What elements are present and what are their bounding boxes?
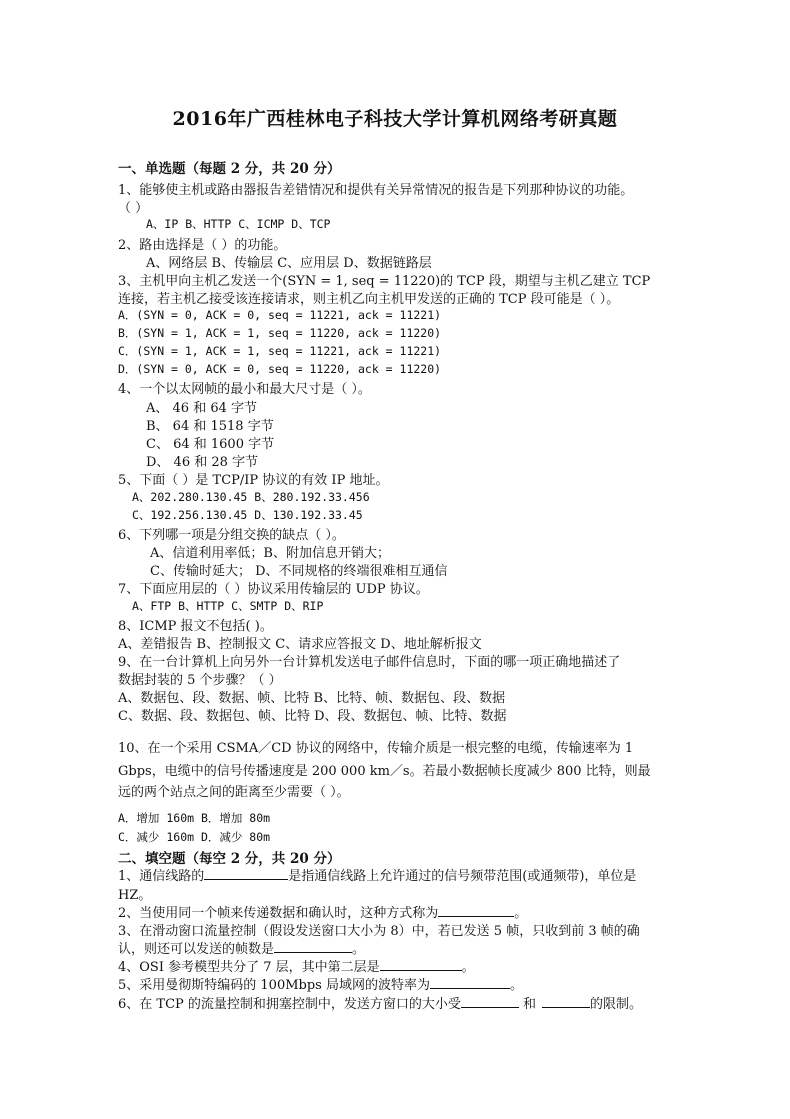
fill-2-prefix: 2、当使用同一个帧来传递数据和确认时，这种方式称为 (118, 906, 439, 921)
question-4-text: 4、一个以太网帧的最小和最大尺寸是（ ）。 (118, 382, 371, 397)
question-3-text-line1: 3、主机甲向主机乙发送一个(SYN = 1, seq = 11220)的 TCP 段，期望与主机乙建立 TCP (118, 274, 651, 289)
fill-2-suffix: 。 (514, 906, 528, 921)
page-title: 2016年广西桂林电子科技大学计算机网络考研真题 (172, 108, 618, 130)
question-1-text: 1、能够使主机或路由器报告差错情况和提供有关异常情况的报告是下列那种协议的功能。 (118, 183, 634, 198)
fill-5-suffix: 。 (509, 978, 523, 993)
question-4-option-a: A、 46 和 64 字节 (146, 401, 258, 416)
fill-1-prefix: 1、通信线路的 (118, 869, 205, 884)
question-1-options: A、IP B、HTTP C、ICMP D、TCP (146, 217, 331, 231)
fill-4-line (118, 956, 475, 975)
question-7-text: 7、下面应用层的（ ）协议采用传输层的 UDP 协议。 (118, 582, 429, 597)
question-8-text: 8、ICMP 报文不包括( )。 (118, 619, 273, 634)
question-3-option-b: B．(SYN = 1, ACK = 1, seq = 11220, ack = 11220) (118, 326, 442, 340)
question-10-text-line2: Gbps，电缆中的信号传播速度是 200 000 km／s。若最小数据帧长度减少 800 比特，则最 (118, 764, 651, 779)
question-8-options: A、差错报告 B、控制报文 C、请求应答报文 D、地址解析报文 (118, 637, 482, 652)
fill-3-line1: 3、在滑动窗口流量控制（假设发送窗口大小为 8）中，若已发送 5 帧，只收到前 3 帧的确 (118, 924, 640, 939)
question-4-option-c: C、 64 和 1600 字节 (146, 437, 275, 452)
question-5-options-line2: C、192.256.130.45 D、130.192.33.45 (132, 508, 363, 522)
fill-1-line1 (118, 865, 636, 884)
fill-5-blank[interactable] (430, 977, 510, 989)
question-7-options: A、FTP B、HTTP C、SMTP D、RIP (132, 599, 324, 613)
question-3-option-d: D．(SYN = 0, ACK = 0, seq = 11220, ack = 11220) (118, 362, 442, 376)
fill-2-blank[interactable] (438, 905, 514, 917)
question-6-text: 6、下列哪一项是分组交换的缺点（ ）。 (118, 528, 345, 543)
question-6-options-line1: A、信道利用率低；B、附加信息开销大； (150, 546, 390, 561)
fill-6-prefix: 6、在 TCP 的流量控制和拥塞控制中，发送方窗口的大小受 (118, 997, 461, 1012)
fill-6-suffix: 的限制。 (590, 997, 643, 1012)
question-10-options-line2: C．减少 160m D．减少 80m (118, 830, 271, 844)
question-10-text-line1: 10、在一个采用 CSMA／CD 协议的网络中，传输介质是一根完整的电缆，传输速率为 1 (118, 741, 634, 756)
fill-2-line (118, 902, 527, 921)
question-5-text: 5、下面（ ）是 TCP/IP 协议的有效 IP 地址。 (118, 473, 389, 488)
fill-1-blank[interactable] (204, 868, 288, 880)
question-3-text-line2: 连接，若主机乙接受该连接请求，则主机乙向主机甲发送的正确的 TCP 段可能是（ ）。 (118, 292, 620, 307)
fill-6-blank-2[interactable] (542, 996, 590, 1008)
fill-4-prefix: 4、OSI 参考模型共分了 7 层，其中第二层是 (118, 960, 380, 975)
question-1-paren: （ ） (118, 201, 149, 216)
question-4-option-d: D、 46 和 28 字节 (146, 455, 259, 470)
fill-3-suffix: 。 (352, 942, 366, 957)
question-9-text-line2: 数据封装的 5 个步骤？（ ） (118, 673, 282, 688)
fill-6-line (118, 993, 642, 1012)
question-6-options-line2: C、传输时延大； D、不同规格的终端很难相互通信 (150, 564, 448, 579)
question-2-options: A、网络层 B、传输层 C、应用层 D、数据链路层 (146, 256, 432, 271)
fill-4-blank[interactable] (380, 959, 462, 971)
question-10-options-line1: A．增加 160m B．增加 80m (118, 811, 271, 825)
question-3-option-a: A．(SYN = 0, ACK = 0, seq = 11221, ack = 11221) (118, 308, 442, 322)
section-heading-single-choice: 一、单选题（每题 2 分，共 20 分） (118, 161, 341, 177)
question-10-text-line3: 远的两个站点之间的距离至少需要（ ）。 (118, 785, 350, 800)
question-9-text-line1: 9、在一台计算机上向另外一台计算机发送电子邮件信息时，下面的哪一项正确地描述了 (118, 655, 621, 670)
fill-1-suffix: 是指通信线路上允许通过的信号频带范围(或通频带)，单位是 (288, 869, 637, 884)
question-9-options-line2: C、数据、段、数据包、帧、比特 D、段、数据包、帧、比特、数据 (118, 709, 507, 724)
question-4-option-b: B、 64 和 1518 字节 (146, 419, 274, 434)
question-5-options-line1: A、202.280.130.45 B、280.192.33.456 (132, 490, 370, 504)
question-3-option-c: C．(SYN = 1, ACK = 1, seq = 11221, ack = 11221) (118, 344, 442, 358)
fill-6-blank-1[interactable] (461, 996, 519, 1008)
fill-3-line2 (118, 938, 365, 957)
question-9-options-line1: A、数据包、段、数据、帧、比特 B、比特、帧、数据包、段、数据 (118, 691, 506, 706)
fill-4-suffix: 。 (461, 960, 475, 975)
fill-6-middle: 和 (518, 997, 537, 1012)
fill-1-line2: HZ。 (118, 888, 152, 903)
fill-3-prefix: 认，则还可以发送的帧数是 (118, 942, 275, 957)
fill-5-line (118, 974, 523, 993)
section-heading-fill-in: 二、填空题（每空 2 分，共 20 分） (118, 851, 341, 867)
fill-5-prefix: 5、采用曼彻斯特编码的 100Mbps 局域网的波特率为 (118, 978, 430, 993)
question-2-text: 2、路由选择是（ ）的功能。 (118, 238, 287, 253)
fill-3-blank[interactable] (274, 941, 352, 953)
